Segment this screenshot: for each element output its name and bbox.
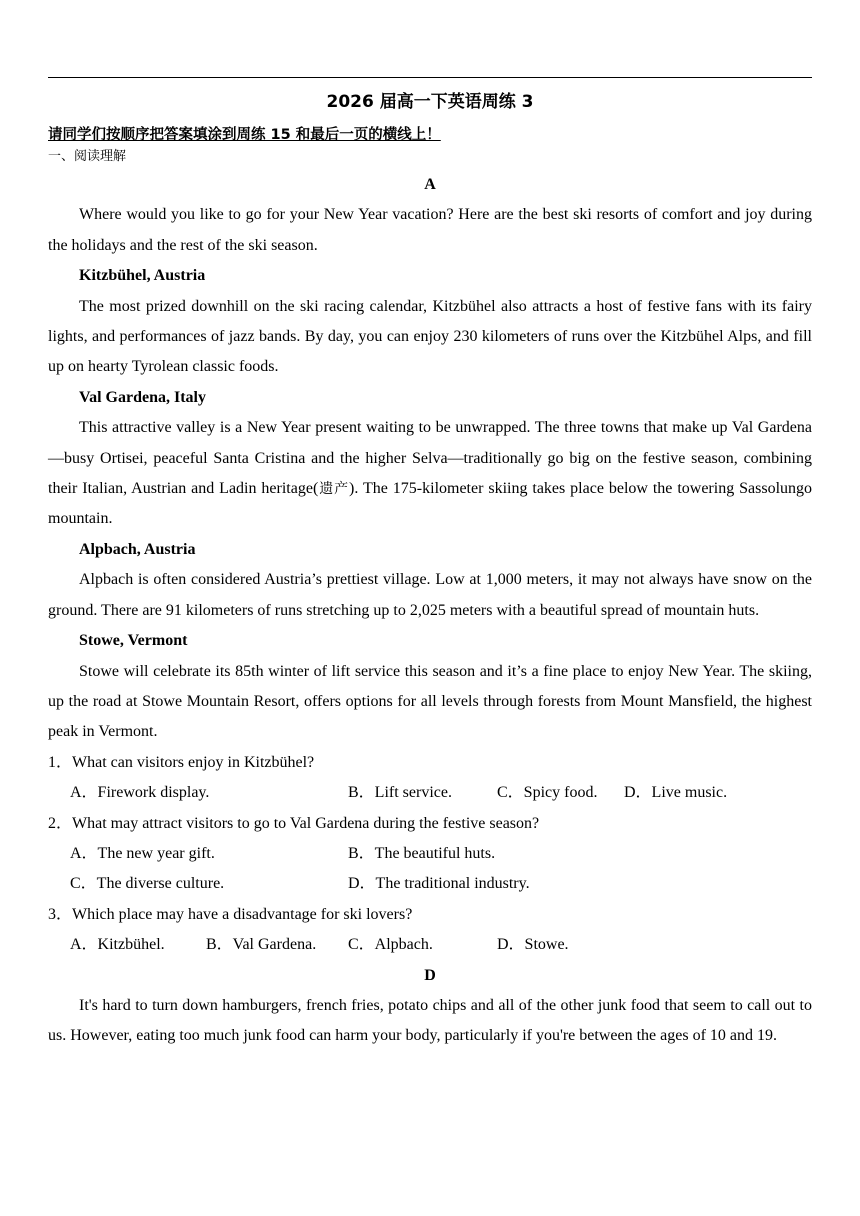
resort-heading-stowe: Stowe, Vermont <box>79 632 188 650</box>
resort-text-stowe: Stowe will celebrate its 85th winter of lift service this season and it’s a fine place to enjoy New Year. The skiing, up the road at Stowe Mountain Resort, offers options for all levels through forests from Mount Mansfield, the highest peak in Vermont. <box>48 662 812 741</box>
question-2-options-row-2 <box>48 869 812 899</box>
question-3-option-c[interactable]: C．Alpbach. <box>348 936 433 954</box>
resort-text-alpbach: Alpbach is often considered Austria’s prettiest village. Low at 1,000 meters, it may not always have snow on the ground. There are 91 kilometers of runs stretching up to 2,025 meters with a beautiful spread of mountain huts. <box>48 571 812 619</box>
question-3-option-a[interactable]: A．Kitzbühel. <box>70 936 165 954</box>
question-1-options <box>48 778 812 808</box>
val-gardena-text-part2: ). The 175-kilometer skiing takes place below the towering Sassolungo mountain. <box>48 480 813 528</box>
question-2-option-d[interactable]: D．The traditional industry. <box>348 875 530 893</box>
section-heading: 一、阅读理解 <box>48 149 127 164</box>
document-body <box>48 170 812 1052</box>
question-2-option-a[interactable]: A．The new year gift. <box>70 844 215 862</box>
question-2-option-c[interactable]: C．The diverse culture. <box>70 875 225 893</box>
question-1-option-c[interactable]: C．Spicy food. <box>497 784 598 802</box>
page-title: 2026 届高一下英语周练 3 <box>326 92 534 112</box>
question-3-option-d[interactable]: D．Stowe. <box>497 936 569 954</box>
question-1-option-d[interactable]: D．Live music. <box>624 784 728 802</box>
heritage-gloss: 遗产 <box>318 481 350 498</box>
passage-a-intro: Where would you like to go for your New Year vacation? Here are the best ski resorts of comfort and joy during the holidays and the rest of the ski season. <box>48 206 812 254</box>
resort-heading-alpbach: Alpbach, Austria <box>79 540 196 558</box>
resort-text-val-gardena <box>48 413 812 535</box>
answer-notice: 请同学们按顺序把答案填涂到周练 15 和最后一页的横线上！ <box>48 127 441 143</box>
question-3-options <box>48 930 812 960</box>
passage-d-label: D <box>424 966 436 984</box>
question-2-stem: 2．What may attract visitors to go to Val Gardena during the festive season? <box>48 814 540 832</box>
question-1-stem: 1．What can visitors enjoy in Kitzbühel? <box>48 753 315 771</box>
header-rule <box>48 77 812 78</box>
resort-heading-kitzbuhel: Kitzbühel, Austria <box>79 267 206 285</box>
val-gardena-text-part1: This attractive valley is a New Year present waiting to be unwrapped. The three towns that make up Val Gardena—busy Ortisei, peaceful Santa Cristina and the higher Selva—traditionally go big on the festive season, combining their Italian, Austrian and Ladin heritage( <box>48 419 812 498</box>
question-2-option-b[interactable]: B．The beautiful huts. <box>348 844 496 862</box>
question-3-option-b[interactable]: B．Val Gardena. <box>206 936 317 954</box>
question-1-option-a[interactable]: A．Firework display. <box>70 784 210 802</box>
question-2-options-row-1 <box>48 839 812 869</box>
question-1-option-b[interactable]: B．Lift service. <box>348 784 452 802</box>
passage-d-intro: It's hard to turn down hamburgers, french fries, potato chips and all of the other junk food that seem to call out to us. However, eating too much junk food can harm your body, particularly if you're between the ages of 10 and 19. <box>48 996 812 1045</box>
question-3-stem: 3．Which place may have a disadvantage for ski lovers? <box>48 905 413 923</box>
resort-text-kitzbuhel: The most prized downhill on the ski racing calendar, Kitzbühel also attracts a host of festive fans with its fairy lights, and performances of jazz bands. By day, you can enjoy 230 kilometers of runs over the Kitzbühel Alps, and fill up on hearty Tyrolean classic foods. <box>48 297 812 376</box>
resort-heading-val-gardena: Val Gardena, Italy <box>79 388 206 406</box>
passage-a-label: A <box>424 176 436 193</box>
